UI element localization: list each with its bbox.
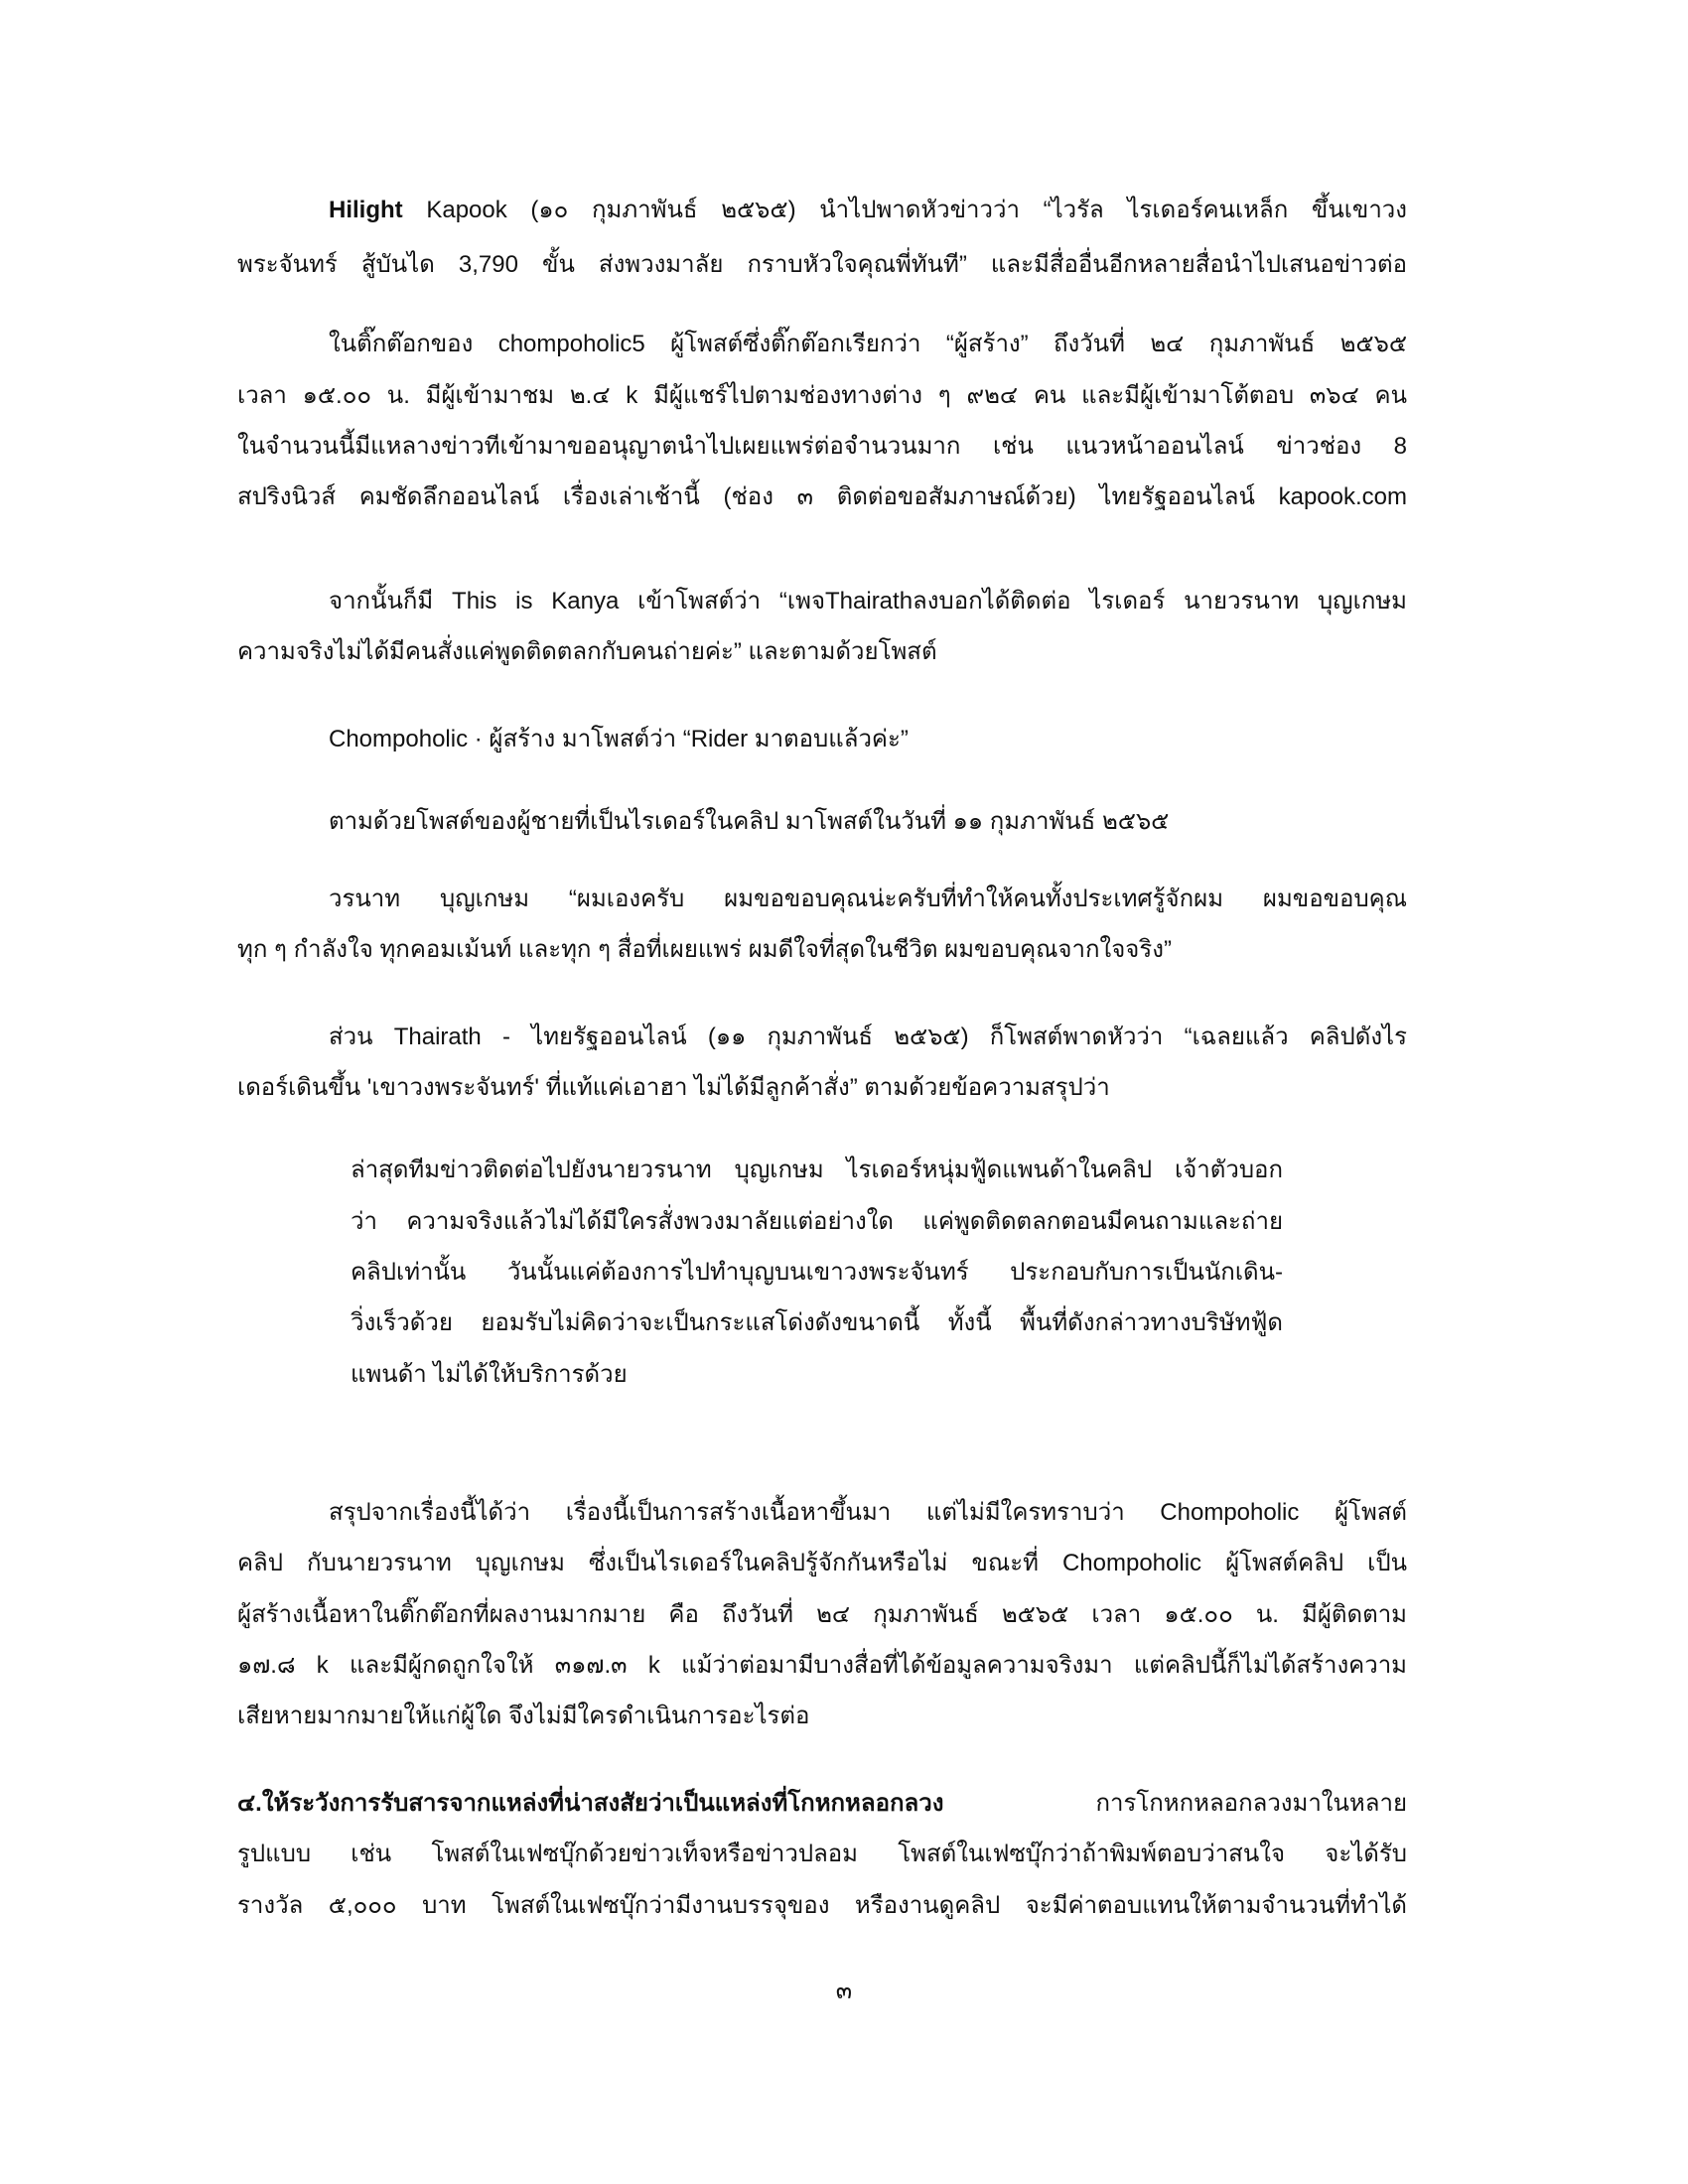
line-text: การโกหกหลอกลวงมาในหลาย bbox=[943, 1790, 1407, 1817]
quote-line: แพนด้า ไม่ได้ให้บริการด้วย bbox=[351, 1361, 628, 1388]
text-line: เดอร์เดินขึ้น 'เขาวงพระจันทร์' ที่แท้แค่เอาฮา ไม่ได้มีลูกค้าสั่ง” ตามด้วยข้อความสรุปว่า bbox=[237, 1074, 1110, 1101]
quote-line: ล่าสุดทีมข่าวติดต่อไปยังนายวรนาท บุญเกษม ไรเดอร์หนุ่มฟู้ดแพนด้าในคลิป เจ้าตัวบอก bbox=[351, 1157, 1283, 1183]
text-line: รูปแบบ เช่น โพสต์ในเฟซบุ๊กด้วยข่าวเท็จหรือข่าวปลอม โพสต์ในเฟซบุ๊กว่าถ้าพิมพ์ตอบว่าสนใจ จะได้รับ bbox=[237, 1841, 1407, 1867]
quote-line: ว่า ความจริงแล้วไม่ได้มีใครสั่งพวงมาลัยแต่อย่างใด แค่พูดติดตลกตอนมีคนถามและถ่าย bbox=[351, 1208, 1283, 1235]
text-line: จากนั้นก็มี This is Kanya เข้าโพสต์ว่า “เพจThairathลงบอกได้ติดต่อ ไรเดอร์ นายวรนาท บุญเกษม bbox=[329, 588, 1407, 614]
line-text: Kapook (๑๐ กุมภาพันธ์ ๒๕๖๕) นำไปพาดหัวข่าวว่า “ไวรัล ไรเดอร์คนเหล็ก ขึ้นเขาวง bbox=[402, 197, 1407, 223]
text-line: เสียหายมากมายให้แก่ผู้ใด จึงไม่มีใครดำเนินการอะไรต่อ bbox=[237, 1703, 810, 1729]
text-line: พระจันทร์ สู้บันได 3,790 ขั้น ส่งพวงมาลัย กราบหัวใจคุณพี่ทันที” และมีสื่ออื่นอีกหลายสื่อนำไปเสนอข่าวต่อ bbox=[237, 251, 1407, 278]
text-line: สรุปจากเรื่องนี้ได้ว่า เรื่องนี้เป็นการสร้างเนื้อหาขึ้นมา แต่ไม่มีใครทราบว่า Chompoholic ผู้โพสต์ bbox=[329, 1499, 1407, 1526]
text-line: ผู้สร้างเนื้อหาในติ๊กต๊อกที่ผลงานมากมาย คือ ถึงวันที่ ๒๔ กุมภาพันธ์ ๒๕๖๕ เวลา ๑๕.๐๐ น. มีผู้ติดตาม bbox=[237, 1601, 1407, 1628]
text-line bbox=[329, 193, 1407, 228]
text-line: ส่วน Thairath - ไทยรัฐออนไลน์ (๑๑ กุมภาพันธ์ ๒๕๖๕) ก็โพสต์พาดหัวว่า “เฉลยแล้ว คลิปดังไร bbox=[329, 1024, 1407, 1050]
text-line: เวลา ๑๕.๐๐ น. มีผู้เข้ามาชม ๒.๔ k มีผู้แชร์ไปตามช่องทางต่าง ๆ ๙๒๔ คน และมีผู้เข้ามาโต้ตอบ ๓๖๔ คน bbox=[237, 382, 1407, 409]
text-line: ตามด้วยโพสต์ของผู้ชายที่เป็นไรเดอร์ในคลิป มาโพสต์ในวันที่ ๑๑ กุมภาพันธ์ ๒๕๖๕ bbox=[329, 808, 1170, 835]
text-line bbox=[237, 1786, 1407, 1822]
text-line: ในติ๊กต๊อกของ chompoholic5 ผู้โพสต์ซึ่งติ๊กต๊อกเรียกว่า “ผู้สร้าง” ถึงวันที่ ๒๔ กุมภาพันธ์ ๒๕๖๕ bbox=[329, 331, 1407, 357]
page-number: ๓ bbox=[835, 1978, 853, 2004]
quote-line: คลิปเท่านั้น วันนั้นแค่ต้องการไปทำบุญบนเขาวงพระจันทร์ ประกอบกับการเป็นนักเดิน- bbox=[351, 1259, 1283, 1286]
text-line: ในจำนวนนี้มีแหลางข่าวทีเข้ามาขออนุญาตนำไปเผยแพร่ต่อจำนวนมาก เช่น แนวหน้าออนไลน์ ข่าวช่อง 8 bbox=[237, 433, 1407, 460]
text-line: ๑๗.๘ k และมีผู้กดถูกใจให้ ๓๑๗.๓ k แม้ว่าต่อมามีบางสื่อที่ได้ข้อมูลความจริงมา แต่คลิปนี้ก็ไม่ได้สร้างความ bbox=[237, 1652, 1407, 1679]
quote-line: วิ่งเร็วด้วย ยอมรับไม่คิดว่าจะเป็นกระแสโด่งดังขนาดนี้ ทั้งนี้ พื้นที่ดังกล่าวทางบริษัทฟู้ด bbox=[351, 1309, 1283, 1336]
text-line: รางวัล ๕,๐๐๐ บาท โพสต์ในเฟซบุ๊กว่ามีงานบรรจุของ หรืองานดูคลิป จะมีค่าตอบแทนให้ตามจำนวนที่ทำได้ bbox=[237, 1892, 1407, 1919]
text-line: สปริงนิวส์ คมชัดลึกออนไลน์ เรื่องเล่าเช้านี้ (ช่อง ๓ ติดต่อขอสัมภาษณ์ด้วย) ไทยรัฐออนไลน์ kapook.com bbox=[237, 483, 1407, 510]
text-line: ทุก ๆ กำลังใจ ทุกคอมเม้นท์ และทุก ๆ สื่อที่เผยแพร่ ผมดีใจที่สุดในชีวิต ผมขอบคุณจากใจจริง” bbox=[237, 936, 1172, 963]
section-heading: ๔.ให้ระวังการรับสารจากแหล่งที่น่าสงสัยว่าเป็นแหล่งที่โกหกหลอกลวง bbox=[237, 1790, 944, 1817]
text-line: คลิป กับนายวรนาท บุญเกษม ซึ่งเป็นไรเดอร์ในคลิปรู้จักกันหรือไม่ ขณะที่ Chompoholic ผู้โพสต์คลิป เป็น bbox=[237, 1550, 1407, 1576]
text-line: ความจริงไม่ได้มีคนสั่งแค่พูดติดตลกกับคนถ่ายค่ะ” และตามด้วยโพสต์ bbox=[237, 638, 937, 665]
text-line: Chompoholic · ผู้สร้าง มาโพสต์ว่า “Rider มาตอบแล้วค่ะ” bbox=[329, 726, 909, 752]
text-line: วรนาท บุญเกษม “ผมเองครับ ผมขอขอบคุณน่ะครับที่ทำให้คนทั้งประเทศรู้จักผม ผมขอขอบคุณ bbox=[329, 886, 1407, 912]
bold-label: Hilight bbox=[329, 197, 403, 223]
